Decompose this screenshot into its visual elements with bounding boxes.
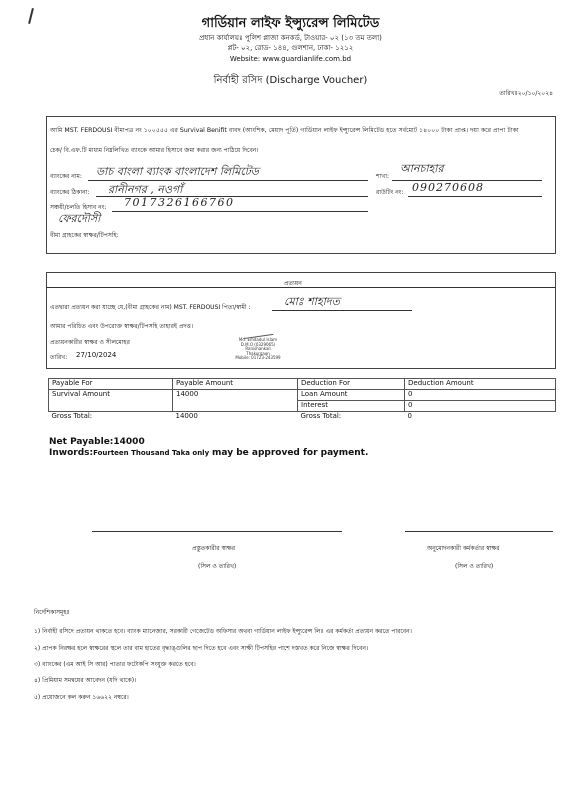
routing-value: 090270608: [412, 181, 484, 194]
table-header: Payable For: [49, 379, 173, 390]
preparer-signature-label: প্রস্তুতকারীর স্বাক্ষর: [192, 545, 236, 552]
officer-stamp: [228, 330, 288, 361]
bank-name-value: ডাচ বাংলা ব্যাংক বাংলাদেশ লিমিটেড: [96, 165, 259, 178]
instruction-item: ১) নির্বাহী রসিদে প্রত্যয়ন থাকতে হবে। ব্যাংক ম্যানেজার, সরকারী গেজেটেড অফিসার অথবা গার্ডিয়ান লাইফ ইন্স্যুরেন্স লিঃ এর কর্মকর্তা প্রত্যয়ন করতে পারবেন।: [34, 628, 412, 635]
table-cell: Interest: [298, 401, 405, 412]
attestation-date-label: তারিখ:: [50, 354, 68, 361]
inwords-row: [49, 448, 368, 458]
table-cell: 14000: [173, 390, 298, 412]
approver-signature-label: অনুমোদনকারী কর্মকর্তার স্বাক্ষর: [427, 545, 500, 552]
table-header: Deduction For: [298, 379, 405, 390]
table-header: Payable Amount: [173, 379, 298, 390]
table-header: Deduction Amount: [405, 379, 556, 390]
table-cell: 0: [407, 412, 412, 420]
instruction-item: ৩) ব্যাংকের (এম আই সি আর) পাতার ফটোকপি সংযুক্ত করতে হবে।: [34, 661, 196, 668]
routing-label: রাউটিং নং:: [376, 189, 404, 196]
inwords-value: Fourteen Thousand Taka only: [93, 449, 210, 457]
table-cell: 0: [405, 390, 556, 401]
table-header-row: [49, 379, 556, 390]
approver-seal-date: (সিল ও তারিখ): [455, 563, 494, 570]
account-underline: [112, 211, 368, 212]
attestation-date-value: 27/10/2024: [76, 351, 117, 359]
table-cell: Gross Total:: [51, 412, 93, 420]
instruction-item: ৫) প্রয়োজনে কল করুন ১৬৬২২ নম্বরে।: [34, 694, 129, 701]
account-label: সঞ্চয়ী/চলতি হিসাব নং:: [50, 204, 107, 211]
approver-signature-line: [405, 531, 553, 532]
stamp-line: Ranishankail: [245, 346, 271, 352]
instruction-item: ২) প্রাপক নিরক্ষর হলে স্বাক্ষরের স্থলে তার বাম হাতের বৃদ্ধাঙ্গুলির ছাপ দিতে হবে এবং সাক্ষী টিপসহির পাশে দস্তখত করে নিজে স্বাক্ষর দিবেন।: [34, 645, 369, 652]
preparer-signature-line: [92, 531, 342, 532]
attestation-heading: প্রত্যয়ন: [284, 280, 302, 287]
company-name: গার্ডিয়ান লাইফ ইন্স্যুরেন্স লিমিটেড: [201, 16, 380, 31]
routing-underline: [408, 196, 542, 197]
instructions-heading: নির্দেশিকাসমূহঃ: [34, 609, 70, 616]
stamp-line: D.M.O (0329065): [240, 341, 276, 347]
bank-address-label: ব্যাংকের ঠিকানা:: [50, 189, 90, 196]
father-name-value: মোঃ শাহাদত: [284, 295, 340, 308]
branch-value: আনচাহার: [400, 162, 444, 175]
company-address-1: প্রধান কার্যালয়ঃ পুলিশ প্লাজা কনকর্ড, টাওয়ার- ০২ (১৩ তম তলা): [199, 34, 382, 42]
inwords-label: Inwords:: [49, 448, 94, 458]
table-cell: Survival Amount: [49, 390, 173, 412]
table-row: [49, 412, 556, 423]
declaration-line-2: চেক/ বি.এফ.টি মাধ্যম নিম্নলিখিত ব্যাংকে আমার হিসাবে জমা করার জন্য পাঠিয়ে দিবেন।: [50, 147, 259, 154]
branch-label: শাখা:: [376, 173, 389, 180]
company-website[interactable]: Website: www.guardianlife.com.bd: [229, 55, 352, 63]
bank-name-label: ব্যাংকের নাম:: [50, 173, 82, 180]
stamp-line: Thakurgaon: [246, 350, 270, 356]
declaration-line-1: আমি MST. FERDOUSI বীমাপত্র নং ১০০৫৫৫ এর Survival Benifit বাবদ (আংশিক, মেয়াদ পূর্তি) গার্ডিয়ান লাইফ ইন্স্যুরেন্স লিমিটেড হতে সর্বমোট ১৪০০০ টাকা প্রাপ্ত। দয়া করে প্রাপ্য টাকা: [50, 127, 519, 134]
account-value: 7017326166760: [124, 196, 235, 209]
stamp-line: Mobile: 01723-243599: [235, 355, 281, 361]
table-cell: Gross Total:: [300, 412, 342, 420]
attestation-line-1: এতদ্বারা প্রত্যয়ন করা যাচ্ছে যে,(বীমা গ্রাহকের নাম) MST. FERDOUSI পিতা/স্বামী :: [50, 304, 251, 311]
voucher-date: তারিখঃ২০/১০/২০২৪: [499, 90, 553, 97]
table-cell: Loan Amount: [298, 390, 405, 401]
bank-address-value: রানীনগর , নওগাঁ: [108, 183, 183, 196]
signature-label: বীমা গ্রাহকের স্বাক্ষর/টিপসহি:: [50, 232, 119, 239]
father-name-underline: [272, 310, 412, 311]
payment-table: [48, 378, 556, 422]
net-payable: Net Payable:14000: [49, 437, 145, 447]
attestation-line-2: আমার পরিচিত এবং উপরোক্ত স্বাক্ষর/টিপসহি তাহারই প্রদত্ত।: [50, 323, 193, 330]
company-address-2: প্লট- ০২, রোড- ১৪৪, গুলশান, ঢাকা- ১২১২: [227, 44, 354, 52]
approval-note: may be approved for payment.: [212, 448, 369, 458]
table-cell: 14000: [175, 412, 198, 420]
voucher-title: নির্বাহী রসিদ (Discharge Voucher): [213, 75, 368, 86]
table-cell: 0: [405, 401, 556, 412]
customer-signature: ফেরদৌসী: [58, 212, 101, 225]
instruction-item: ৪) প্রিমিয়াম সমন্বয়ের আবেদন (যদি থাকে)।: [34, 677, 137, 684]
attester-signature-label: প্রত্যয়নকারীর স্বাক্ষর ও সীলমোহর: [50, 339, 130, 346]
stamp-line: Md. Emdadul Islam: [238, 337, 278, 342]
table-row: [49, 390, 556, 401]
preparer-seal-date: (সিল ও তারিখ): [198, 563, 237, 570]
